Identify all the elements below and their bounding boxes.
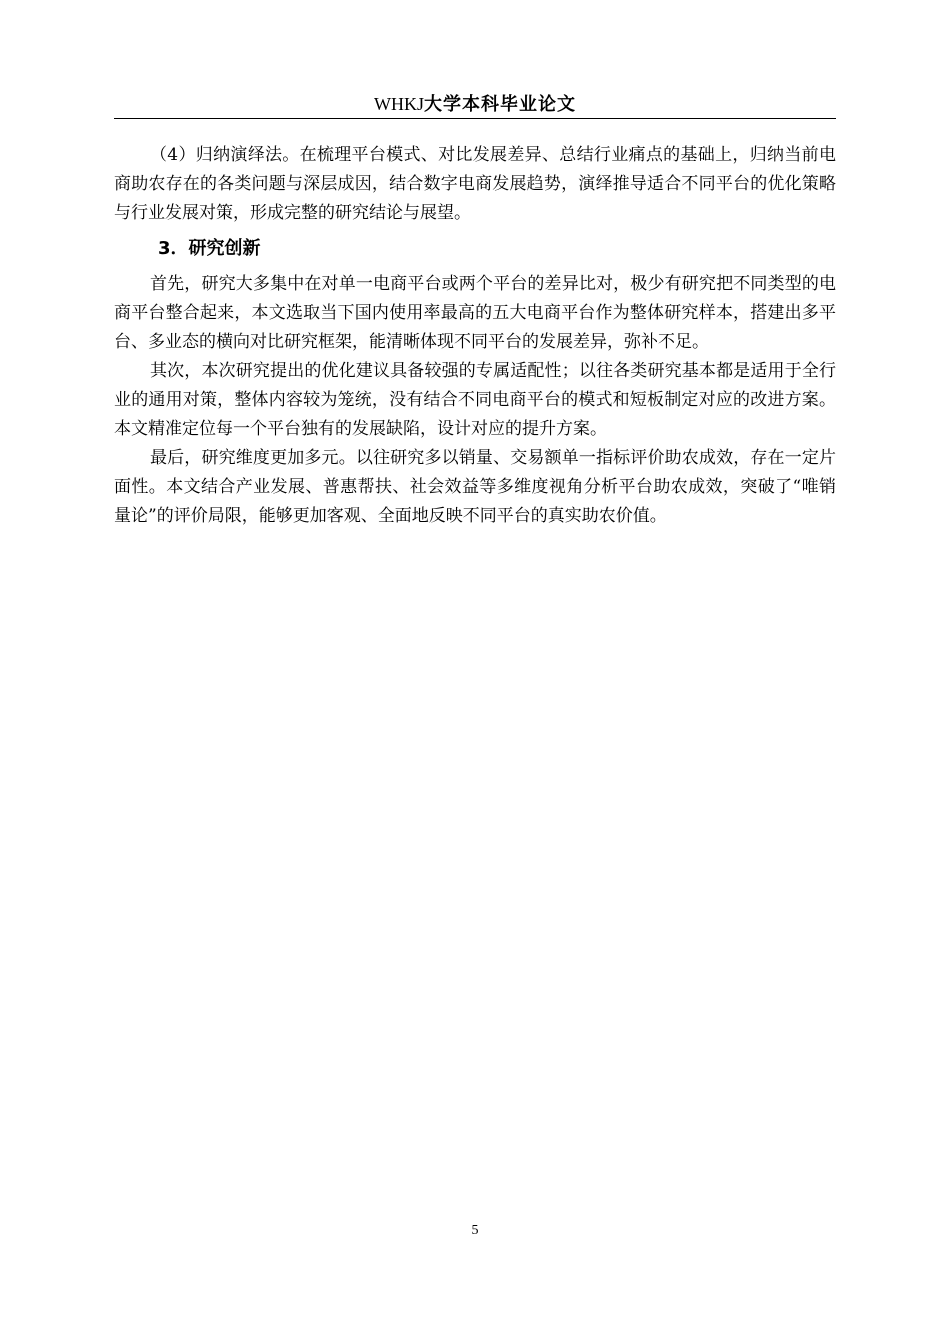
page-header [114, 92, 836, 117]
header-rule [114, 118, 836, 119]
header-code: WHKJ [374, 94, 424, 114]
header-title: 大学本科毕业论文 [424, 94, 576, 115]
section-heading-innovation: 3．研究创新 [158, 238, 261, 259]
paragraph-innovation-1: 首先，研究大多集中在对单一电商平台或两个平台的差异比对，极少有研究把不同类型的电商平台整合起来，本文选取当下国内使用率最高的五大电商平台作为整体研究样本，搭建出多平台、多业态的横向对比研究框架，能清晰体现不同平台的发展差异，弥补不足。 [114, 274, 836, 352]
paragraph-innovation-2: 其次，本次研究提出的优化建议具备较强的专属适配性；以往各类研究基本都是适用于全行业的通用对策，整体内容较为笼统，没有结合不同电商平台的模式和短板制定对应的改进方案。本文精准定位每一个平台独有的发展缺陷，设计对应的提升方案。 [114, 361, 836, 439]
paragraph-method-4: （4）归纳演绎法。在梳理平台模式、对比发展差异、总结行业痛点的基础上，归纳当前电商助农存在的各类问题与深层成因，结合数字电商发展趋势，演绎推导适合不同平台的优化策略与行业发展对策，形成完整的研究结论与展望。 [114, 145, 836, 223]
paragraph-innovation-3: 最后，研究维度更加多元。以往研究多以销量、交易额单一指标评价助农成效，存在一定片面性。本文结合产业发展、普惠帮扶、社会效益等多维度视角分析平台助农成效，突破了“唯销量论”的评价局限，能够更加客观、全面地反映不同平台的真实助农价值。 [114, 448, 836, 526]
page-number: 5 [471, 1223, 479, 1238]
document-body [114, 141, 836, 531]
